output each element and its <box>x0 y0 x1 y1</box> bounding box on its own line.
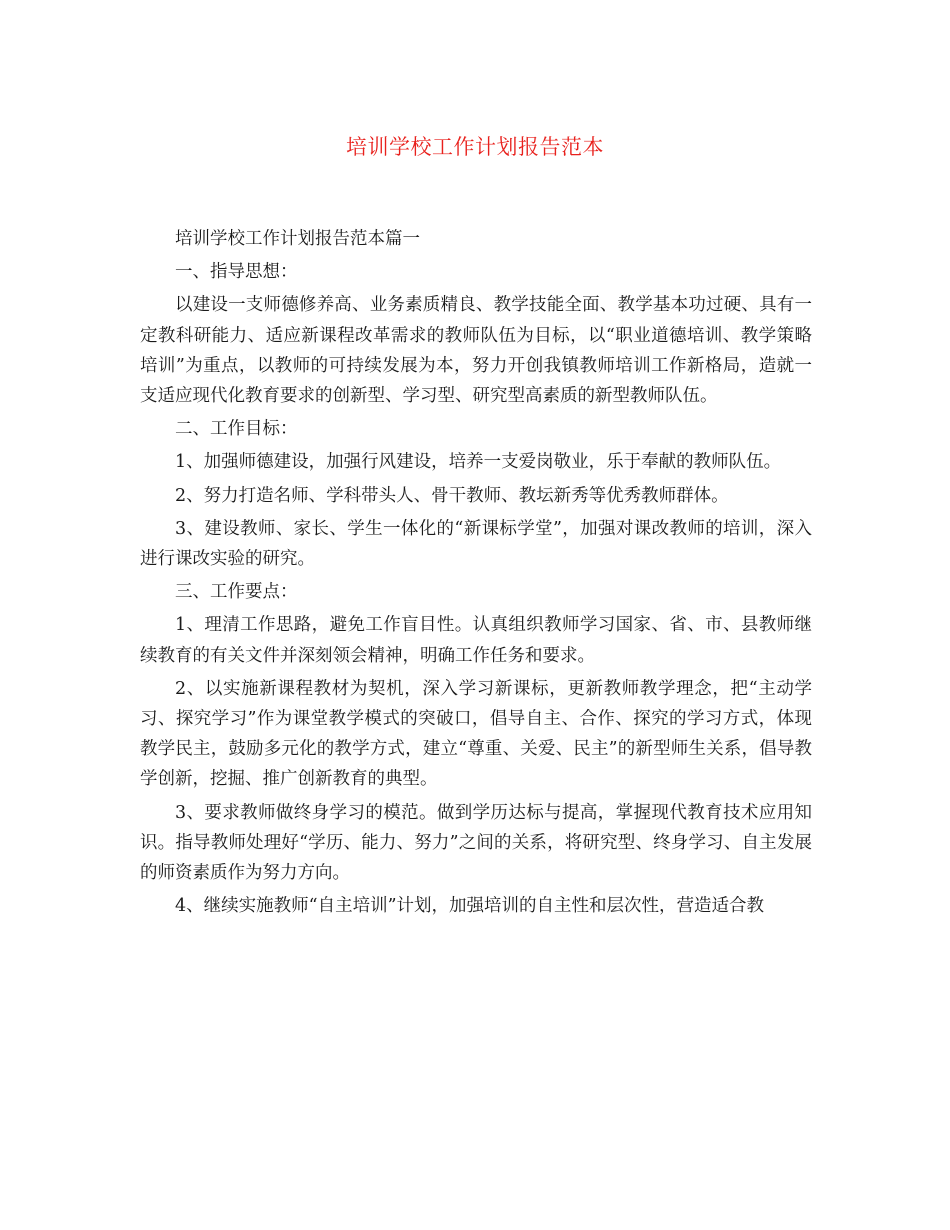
document-title: 培训学校工作计划报告范本 <box>346 135 604 159</box>
list-item-goal-3: 3、建设教师、家长、学生一体化的“新课标学堂”，加强对课改教师的培训，深入进行课改实验的研究。 <box>140 518 812 570</box>
section-heading-part-one: 培训学校工作计划报告范本篇一 <box>175 229 420 249</box>
document-body <box>140 224 812 924</box>
list-item-point-3: 3、要求教师做终身学习的模范。做到学历达标与提高，掌握现代教育技术应用知识。指导教师处理好“学历、能力、努力”之间的关系，将研究型、终身学习、自主发展的师资素质作为努力方向。 <box>140 802 812 884</box>
list-item-point-4: 4、继续实施教师“自主培训”计划，加强培训的自主性和层次性，营造适合教 <box>175 896 765 917</box>
section-heading-work-points: 三、工作要点： <box>175 582 298 603</box>
section-heading-guiding-ideology: 一、指导思想： <box>175 262 298 283</box>
list-item-goal-1: 1、加强师德建设，加强行风建设，培养一支爱岗敬业，乐于奉献的教师队伍。 <box>175 452 782 473</box>
paragraph-guiding-ideology: 以建设一支师德修养高、业务素质精良、教学技能全面、教学基本功过硬、具有一定教科研能力、适应新课程改革需求的教师队伍为目标，以“职业道德培训、教学策略培训”为重点，以教师的可持续发展为本，努力开创我镇教师培训工作新格局，造就一支适应现代化教育要求的创新型、学习型、研究型高素质的新型教师队伍。 <box>140 295 812 407</box>
list-item-point-1: 1、理清工作思路，避免工作盲目性。认真组织教师学习国家、省、市、县教师继续教育的有关文件并深刻领会精神，明确工作任务和要求。 <box>140 615 812 666</box>
list-item-point-2: 2、以实施新课程教材为契机，深入学习新课标，更新教师教学理念，把“主动学习、探究学习”作为课堂教学模式的突破口，倡导自主、合作、探究的学习方式，体现教学民主，鼓励多元化的教学方式，建立“尊重、关爱、民主”的新型师生关系，倡导教学创新，挖掘、推广创新教育的典型。 <box>140 678 812 790</box>
list-item-goal-2: 2、努力打造名师、学科带头人、骨干教师、教坛新秀等优秀教师群体。 <box>175 485 729 506</box>
section-heading-work-goals: 二、工作目标： <box>175 419 298 440</box>
